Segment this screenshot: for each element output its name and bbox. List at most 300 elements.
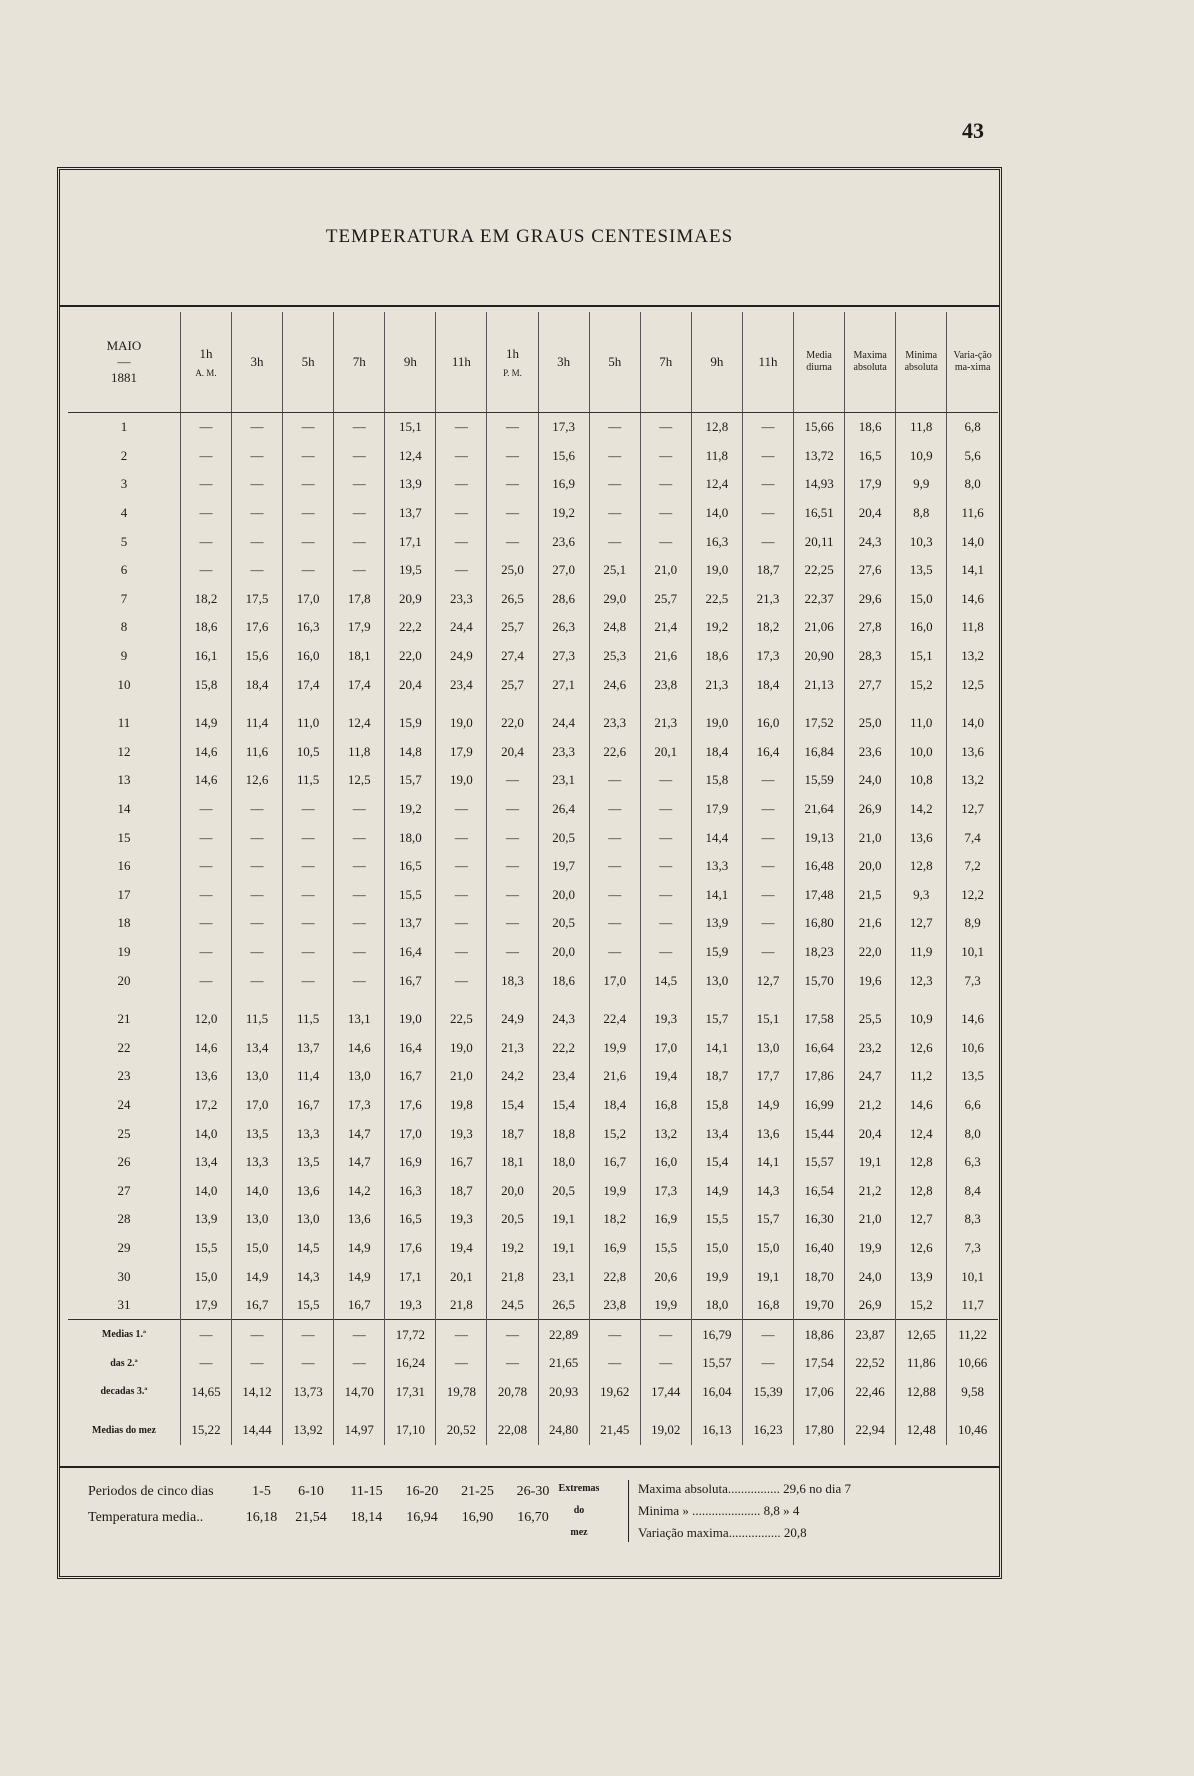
table-cell: — [487,938,538,967]
table-cell: — [589,470,640,499]
table-cell: 22,0 [487,709,538,738]
spacer-cell [640,995,691,1005]
table-row [68,470,998,499]
table-cell: 19,02 [640,1416,691,1445]
table-cell: 13,3 [283,1119,334,1148]
spacer-cell [589,1406,640,1416]
spacer-cell [896,995,947,1005]
table-cell: — [334,442,385,471]
row-label-cell: 22 [117,1039,131,1055]
spacer-cell [794,699,845,709]
table-row [68,709,998,738]
table-cell: 21,8 [487,1262,538,1291]
table-cell: 12,8 [896,852,947,881]
table-cell: — [283,823,334,852]
table-cell: — [180,1320,231,1349]
table-cell: — [334,527,385,556]
table-cell: 11,8 [334,738,385,767]
table-cell: 17,9 [845,470,896,499]
table-cell: 22,6 [589,738,640,767]
table-cell: — [283,442,334,471]
table-cell: 6,3 [947,1148,998,1177]
table-cell: 16,9 [385,1148,436,1177]
table-cell: 19,7 [538,852,589,881]
table-cell: — [640,909,691,938]
table-cell: — [436,442,487,471]
table-cell: 23,1 [538,1262,589,1291]
table-cell: — [487,823,538,852]
table-cell: — [487,527,538,556]
table-cell: 19,1 [538,1205,589,1234]
table-cell: — [589,766,640,795]
table-cell: — [640,795,691,824]
table-cell: 7,4 [947,823,998,852]
table-cell: 16,5 [845,442,896,471]
table-cell: 12,2 [947,881,998,910]
table-cell: 14,5 [640,966,691,995]
row-label-cell: 29 [117,1239,131,1255]
table-cell: 21,3 [742,585,793,614]
table-cell: 23,4 [538,1062,589,1091]
table-cell: — [487,1320,538,1349]
table-cell: 18,6 [538,966,589,995]
table-cell: 25,7 [640,585,691,614]
table-cell: 15,6 [538,442,589,471]
table-cell: — [283,470,334,499]
table-cell: 20,5 [538,1176,589,1205]
month-dash: — [117,354,131,369]
table-cell: — [232,442,283,471]
table-cell: 22,2 [385,613,436,642]
table-cell: — [640,1320,691,1349]
table-cell: 15,6 [232,642,283,671]
table-cell: 27,6 [845,556,896,585]
table-cell: — [640,881,691,910]
table-cell: 14,1 [947,556,998,585]
spacer-cell [487,1406,538,1416]
row-label-cell: 3 [120,476,128,492]
table-cell: — [742,442,793,471]
table-cell: 21,06 [794,613,845,642]
table-cell: 23,87 [845,1320,896,1349]
table-cell: 7,3 [947,966,998,995]
table-cell: 21,4 [640,613,691,642]
table-cell: 21,0 [845,1205,896,1234]
spacer-cell [947,995,998,1005]
table-cell: — [334,881,385,910]
table-cell: 17,9 [180,1291,231,1320]
table-cell: 19,13 [794,823,845,852]
table-cell: 17,44 [640,1378,691,1407]
table-cell: 25,7 [487,670,538,699]
table-cell: 24,80 [538,1416,589,1445]
spacer-cell [180,1406,231,1416]
table-cell: 22,4 [589,1005,640,1034]
table-cell: 12,65 [896,1320,947,1349]
table-cell: — [232,1320,283,1349]
table-cell: 16,9 [589,1234,640,1263]
table-row [68,1062,998,1091]
table-cell: 12,4 [385,442,436,471]
table-cell: — [436,852,487,881]
table-cell: 16,1 [180,642,231,671]
table-cell: — [742,527,793,556]
table-cell: 10,1 [947,938,998,967]
hour-header: 3h [232,312,283,413]
table-cell: 18,7 [436,1176,487,1205]
table-row [68,823,998,852]
table-cell: 11,5 [283,1005,334,1034]
table-cell: — [180,852,231,881]
spacer-cell [232,995,283,1005]
table-cell: — [283,881,334,910]
table-cell: 6,6 [947,1091,998,1120]
table-cell: 23,3 [589,709,640,738]
table-cell: 17,54 [794,1349,845,1378]
table-cell: 24,3 [538,1005,589,1034]
table-cell: 20,93 [538,1378,589,1407]
temp-media-row [88,1510,559,1526]
table-cell: 20,78 [487,1378,538,1407]
table-cell: 14,1 [691,1033,742,1062]
table-cell: 10,8 [896,766,947,795]
table-cell: 14,0 [691,499,742,528]
table-cell: — [180,527,231,556]
summary-section [60,1466,999,1578]
hour-header: 7h [334,312,385,413]
table-row [68,1091,998,1120]
table-cell: — [487,766,538,795]
table-cell: 11,4 [232,709,283,738]
table-cell: 15,8 [691,1091,742,1120]
table-cell: 8,0 [947,1119,998,1148]
table-cell: 19,2 [487,1234,538,1263]
table-cell: — [436,527,487,556]
table-cell: 21,13 [794,670,845,699]
table-cell: — [589,413,640,442]
row-label-cell: 4 [120,505,128,521]
table-cell: 26,5 [487,585,538,614]
table-cell: — [232,527,283,556]
table-cell: 13,7 [385,499,436,528]
table-cell: 22,5 [436,1005,487,1034]
table-cell: — [742,909,793,938]
extreme-variacao: Variação maxima................ 20,8 [638,1525,807,1540]
table-cell: 16,40 [794,1234,845,1263]
table-cell: 21,65 [538,1349,589,1378]
table-cell: 15,8 [180,670,231,699]
table-cell: 18,1 [334,642,385,671]
table-cell: 16,7 [283,1091,334,1120]
spacer-cell [385,1406,436,1416]
table-cell: 26,5 [538,1291,589,1320]
table-cell: 18,4 [232,670,283,699]
table-cell: 16,54 [794,1176,845,1205]
table-cell: — [180,556,231,585]
table-cell: 14,12 [232,1378,283,1407]
table-row [68,738,998,767]
table-cell: — [436,909,487,938]
spacer-cell [589,699,640,709]
table-cell: 8,0 [947,470,998,499]
table-cell: — [742,823,793,852]
table-cell: 24,7 [845,1062,896,1091]
table-cell: 15,5 [283,1291,334,1320]
table-cell: 16,24 [385,1349,436,1378]
table-cell: — [640,527,691,556]
extremes-list [638,1478,851,1544]
table-row [68,1033,998,1062]
table-cell: 24,0 [845,766,896,795]
table-cell: 19,9 [691,1262,742,1291]
table-cell: 25,3 [589,642,640,671]
table-cell: — [232,938,283,967]
table-cell: 13,9 [691,909,742,938]
am-label: A. M. [195,368,217,378]
table-cell: 20,1 [436,1262,487,1291]
row-label-cell: 17 [117,886,131,902]
table-cell: 16,79 [691,1320,742,1349]
table-cell: 25,1 [589,556,640,585]
table-cell: 15,7 [385,766,436,795]
table-cell: 16,8 [742,1291,793,1320]
table-cell: 17,0 [385,1119,436,1148]
table-cell: 16,7 [334,1291,385,1320]
row-label-cell: 10 [117,676,131,692]
table-cell: 15,1 [385,413,436,442]
spacer-cell [691,699,742,709]
table-row [68,1005,998,1034]
table-cell: — [436,1320,487,1349]
table-cell: — [487,442,538,471]
table-cell: 15,9 [385,709,436,738]
table-row [68,852,998,881]
decade-mean-row [68,1349,998,1378]
table-cell: 11,9 [896,938,947,967]
table-cell: 12,8 [691,413,742,442]
row-label-cell: 1 [120,419,128,435]
table-cell: 16,84 [794,738,845,767]
table-cell: 19,0 [436,766,487,795]
table-cell: 21,6 [589,1062,640,1091]
spacer-cell [334,699,385,709]
table-row [68,613,998,642]
table-cell: 13,0 [742,1033,793,1062]
table-cell: — [589,1349,640,1378]
table-cell: 22,52 [845,1349,896,1378]
table-cell: 15,5 [691,1205,742,1234]
table-cell: — [180,470,231,499]
table-cell: 15,4 [691,1148,742,1177]
hour-header: 11h [742,312,793,413]
table-cell: — [334,1320,385,1349]
table-cell: — [640,442,691,471]
table-cell: 19,6 [845,966,896,995]
row-label-cell: 9 [120,648,128,664]
table-cell: 7,2 [947,852,998,881]
table-cell: 17,48 [794,881,845,910]
table-cell: 12,6 [232,766,283,795]
table-cell: 26,9 [845,1291,896,1320]
table-cell: — [232,795,283,824]
table-cell: 22,89 [538,1320,589,1349]
table-cell: 16,30 [794,1205,845,1234]
spacer-cell [283,1406,334,1416]
table-cell: — [589,938,640,967]
table-cell: 17,9 [436,738,487,767]
table-cell: 20,52 [436,1416,487,1445]
table-cell: 8,4 [947,1176,998,1205]
table-cell: 17,06 [794,1378,845,1407]
spacer-row [68,995,998,1005]
table-cell: 13,2 [947,766,998,795]
spacer-row [68,1406,998,1416]
row-label-cell: 26 [117,1154,131,1170]
table-cell: — [232,413,283,442]
hour-header: 9h [691,312,742,413]
table-cell: — [180,413,231,442]
table-cell: — [487,413,538,442]
spacer-cell [947,1406,998,1416]
table-cell: 13,6 [947,738,998,767]
table-row [68,499,998,528]
table-cell: — [589,527,640,556]
hour-header: 3h [538,312,589,413]
table-cell: — [180,795,231,824]
title-box [60,170,999,307]
spacer-cell [845,995,896,1005]
spacer-cell [283,995,334,1005]
table-cell: 14,6 [947,585,998,614]
table-cell: 19,78 [436,1378,487,1407]
table-cell: 22,0 [385,642,436,671]
row-label-cell: 13 [117,772,131,788]
table-cell: — [334,938,385,967]
table-cell: 11,86 [896,1349,947,1378]
spacer-cell [436,995,487,1005]
table-cell: 24,0 [845,1262,896,1291]
table-cell: 12,48 [896,1416,947,1445]
table-cell: 24,9 [487,1005,538,1034]
table-cell: 16,48 [794,852,845,881]
table-cell: — [742,1320,793,1349]
table-cell: — [436,966,487,995]
table-cell: — [640,766,691,795]
table-cell: 13,1 [334,1005,385,1034]
table-cell: 23,4 [436,670,487,699]
table-cell: 15,0 [180,1262,231,1291]
table-cell: — [180,823,231,852]
table-cell: 24,9 [436,642,487,671]
table-cell: 20,0 [538,881,589,910]
table-cell: 12,7 [742,966,793,995]
table-cell: 10,66 [947,1349,998,1378]
table-cell: 16,3 [385,1176,436,1205]
table-cell: 17,3 [742,642,793,671]
table-cell: 13,92 [283,1416,334,1445]
table-cell: 18,6 [180,613,231,642]
table-cell: 13,3 [232,1148,283,1177]
table-cell: 20,90 [794,642,845,671]
table-cell: 17,31 [385,1378,436,1407]
table-cell: — [487,852,538,881]
table-cell: 18,0 [385,823,436,852]
table-cell: 13,6 [283,1176,334,1205]
table-cell: — [283,556,334,585]
spacer-cell [845,1406,896,1416]
table-cell: 14,7 [334,1119,385,1148]
table-cell: 25,5 [845,1005,896,1034]
table-cell: 18,8 [538,1119,589,1148]
table-cell: 16,7 [385,1062,436,1091]
table-cell: — [334,1349,385,1378]
table-cell: — [589,499,640,528]
table-cell: 16,51 [794,499,845,528]
table-row [68,1148,998,1177]
table-cell: 13,7 [385,909,436,938]
table-row [68,642,998,671]
table-cell: 14,0 [232,1176,283,1205]
table-cell: — [436,556,487,585]
table-cell: 17,2 [180,1091,231,1120]
table-cell: — [436,881,487,910]
table-cell: 16,4 [385,1033,436,1062]
table-cell: 12,4 [896,1119,947,1148]
temp-media-label: Temperatura media.. [88,1510,204,1525]
table-cell: 15,4 [538,1091,589,1120]
table-cell: 18,4 [589,1091,640,1120]
table-cell: 20,5 [538,823,589,852]
table-cell: — [640,413,691,442]
table-cell: 17,4 [283,670,334,699]
hour-header: 7h [640,312,691,413]
table-cell: — [334,823,385,852]
table-cell: 14,3 [283,1262,334,1291]
extreme-maxima: Maxima absoluta................ 29,6 no dia 7 [638,1481,852,1496]
row-label-cell: 19 [117,943,131,959]
extremes-label: Extremas do mez [558,1483,600,1538]
table-cell: 21,3 [487,1033,538,1062]
page-number: 43 [962,118,984,143]
table-cell: 11,6 [947,499,998,528]
spacer-cell [385,995,436,1005]
table-cell: — [742,470,793,499]
table-cell: 20,9 [385,585,436,614]
table-cell: 13,3 [691,852,742,881]
table-cell: 14,3 [742,1176,793,1205]
table-cell: 15,8 [691,766,742,795]
table-cell: 14,6 [947,1005,998,1034]
media-diurna-header: Media diurna [794,312,845,413]
row-label-cell: Medias do mez [92,1424,156,1436]
table-cell: 10,5 [283,738,334,767]
extremes-brace [628,1480,635,1542]
table-cell: 18,1 [487,1148,538,1177]
spacer-cell [845,699,896,709]
table-cell: 12,7 [896,909,947,938]
table-cell: — [180,881,231,910]
table-cell: 13,4 [180,1148,231,1177]
extreme-minima: Minima » ..................... 8,8 » 4 [638,1503,800,1518]
table-cell: 19,4 [640,1062,691,1091]
table-cell: 13,5 [947,1062,998,1091]
table-cell: — [180,442,231,471]
table-cell: 16,3 [283,613,334,642]
table-cell: 27,7 [845,670,896,699]
temp-media-value: 16,18 [245,1510,278,1525]
table-cell: 19,0 [691,709,742,738]
table-cell: 20,5 [487,1205,538,1234]
